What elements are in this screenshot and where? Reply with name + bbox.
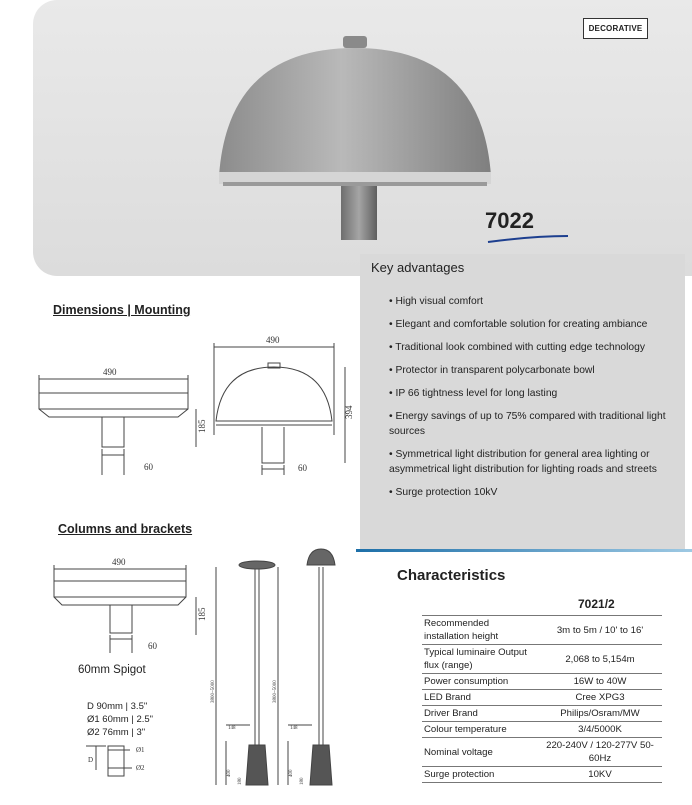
spec-label: Colour temperature [422, 722, 538, 738]
columns-drawing [0, 545, 356, 805]
advantages-list [389, 294, 674, 508]
list-item: • Elegant and comfortable solution for creating ambiance [389, 317, 674, 332]
spec-value: Philips/Osram/MW [538, 706, 662, 722]
list-item: • Symmetrical light distribution for general area lighting or asymmetrical light distribution for lighting roads and streets [389, 447, 674, 477]
spigot-o2-label: Ø2 [136, 764, 145, 772]
bracket-2: 148 [290, 726, 298, 731]
spec-label: Typical luminaire Output flux (range) [422, 645, 538, 674]
accent-divider [356, 549, 692, 552]
model-number: 7022 [485, 208, 534, 233]
table-row [422, 767, 662, 783]
characteristics-title: Characteristics [397, 567, 506, 584]
bracket-1: 148 [228, 726, 236, 731]
spec-label: Driver Brand [422, 706, 538, 722]
dim-flat-height: 185 [197, 419, 207, 433]
spec-table [422, 615, 662, 783]
spec-value: 3/4/5000K [538, 722, 662, 738]
spec-label: LED Brand [422, 690, 538, 706]
columns-title: Columns and brackets [58, 522, 193, 536]
spec-label: Nominal voltage [422, 738, 538, 767]
spec-label: Power consumption [422, 674, 538, 690]
list-item: • Energy savings of up to 75% compared with traditional light sources [389, 409, 674, 439]
spec-label: Recommended installation height [422, 616, 538, 645]
dim-flat-width: 490 [103, 367, 117, 377]
spec-value: 3m to 5m / 10' to 16' [538, 616, 662, 645]
base2-2: 180 [300, 777, 305, 785]
table-row [422, 706, 662, 722]
decorative-badge: DECORATIVE [583, 18, 648, 39]
advantages-title: Key advantages [371, 260, 465, 275]
list-item: • Traditional look combined with cutting edge technology [389, 340, 674, 355]
base2-1: 180 [238, 777, 243, 785]
spigot-o1-label: Ø1 [136, 746, 145, 754]
spec-value: 10KV [538, 767, 662, 783]
pole-height-1: 3800~5000 [211, 680, 216, 703]
spigot-dimensions [87, 700, 153, 739]
table-row [422, 616, 662, 645]
table-row [422, 738, 662, 767]
dim-dome-height: 394 [344, 405, 354, 419]
spigot-dim-o1: Ø1 60mm | 2.5" [87, 714, 154, 725]
table-row [422, 722, 662, 738]
spec-value: 2,068 to 5,154m [538, 645, 662, 674]
spigot-drawing [82, 742, 162, 782]
dim-dome-width: 490 [266, 335, 280, 345]
pole-height-2: 3800~5000 [273, 680, 278, 703]
spec-label: Surge protection [422, 767, 538, 783]
spigot-dim-o2: Ø2 76mm | 3" [87, 727, 146, 738]
spigot-d-label: D [88, 756, 94, 764]
advantages-panel [360, 254, 685, 552]
list-item: • High visual comfort [389, 294, 674, 309]
col-height: 185 [197, 607, 207, 621]
dim-flat-spigot: 60 [144, 462, 153, 472]
base-1: 400 [227, 769, 232, 777]
spec-value: Cree XPG3 [538, 690, 662, 706]
col-width: 490 [112, 557, 126, 567]
list-item: • IP 66 tightness level for long lasting [389, 386, 674, 401]
dimensions-title: Dimensions | Mounting [53, 303, 191, 317]
list-item: • Protector in transparent polycarbonate bowl [389, 363, 674, 378]
dimensions-drawing [0, 325, 356, 525]
spigot-title: 60mm Spigot [78, 664, 146, 676]
table-row [422, 690, 662, 706]
luminaire-photo [33, 0, 692, 276]
table-row [422, 674, 662, 690]
spigot-dim-d: D 90mm | 3.5" [87, 701, 148, 712]
spec-model: 7021/2 [578, 597, 615, 611]
spec-value: 220-240V / 120-277V 50-60Hz [538, 738, 662, 767]
list-item: • Surge protection 10kV [389, 485, 674, 500]
base-2: 400 [289, 769, 294, 777]
spec-value: 16W to 40W [538, 674, 662, 690]
hero-banner [33, 0, 692, 276]
table-row [422, 645, 662, 674]
col-spigot: 60 [148, 641, 157, 651]
dim-dome-spigot: 60 [298, 463, 307, 473]
